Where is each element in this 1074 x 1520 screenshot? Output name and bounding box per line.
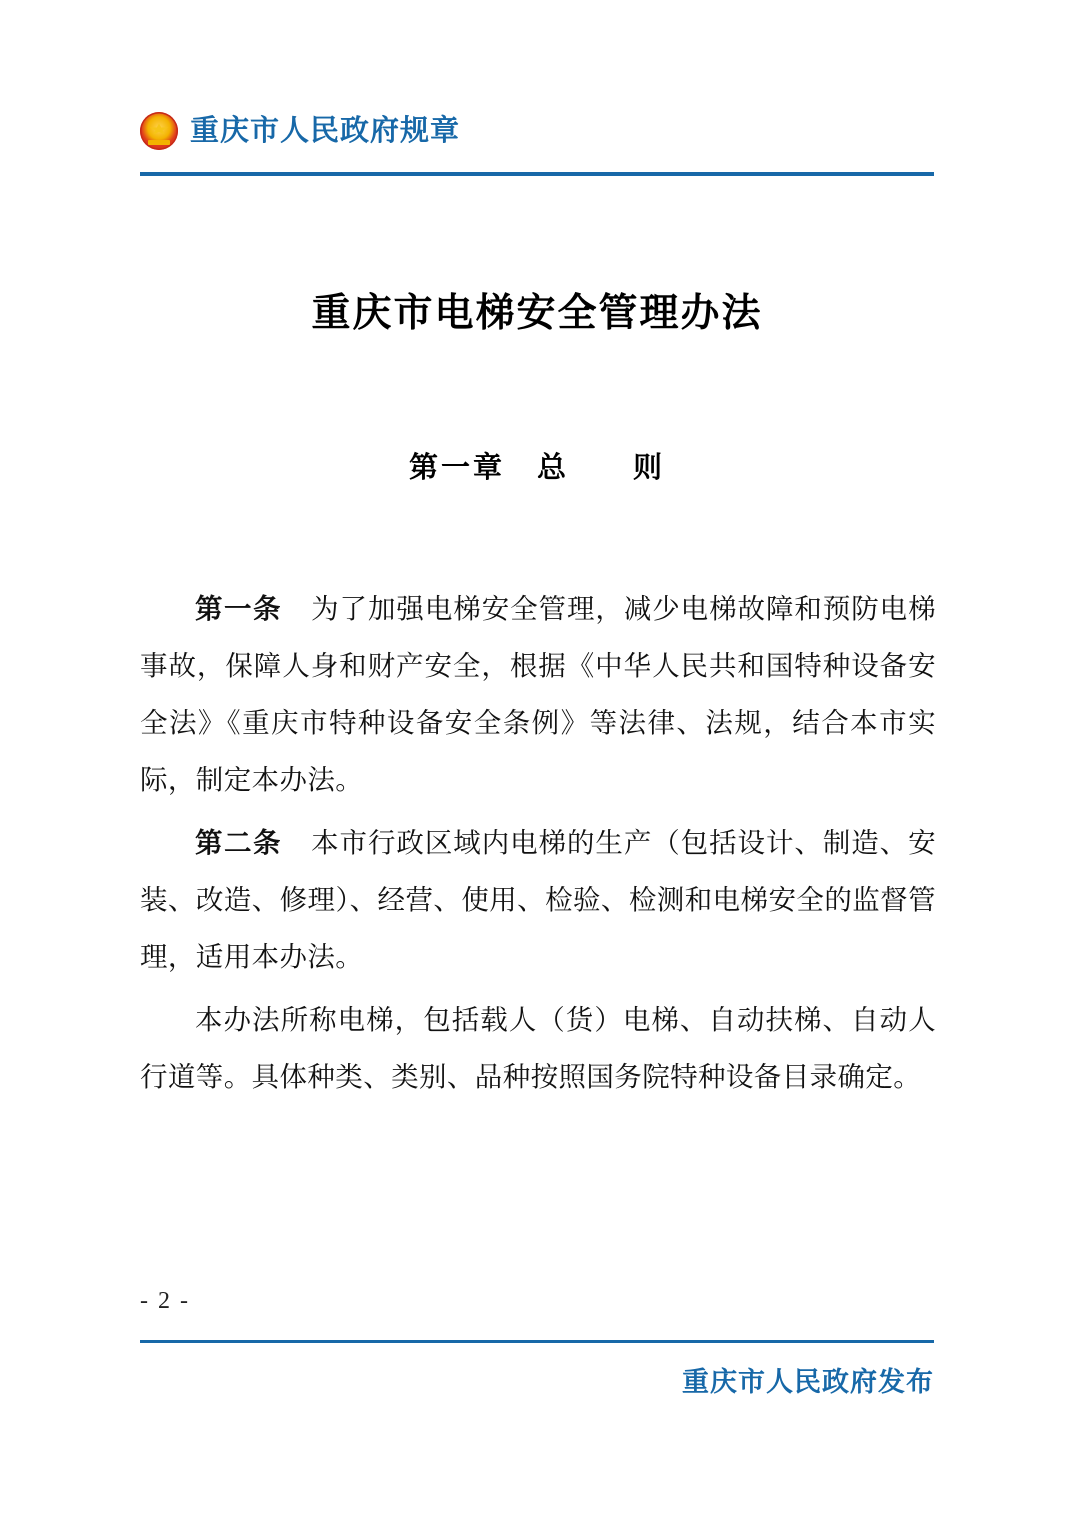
document-body bbox=[140, 580, 936, 1111]
article-text: 本办法所称电梯，包括载人（货）电梯、自动扶梯、自动人行道等。具体种类、类别、品种按照国务院特种设备目录确定。 bbox=[140, 1004, 936, 1092]
article-text: 为了加强电梯安全管理，减少电梯故障和预防电梯事故，保障人身和财产安全，根据《中华人民共和国特种设备安全法》《重庆市特种设备安全条例》等法律、法规，结合本市实际，制定本办法。 bbox=[140, 593, 937, 795]
header-divider bbox=[140, 172, 934, 176]
page-number: - 2 - bbox=[140, 1288, 190, 1314]
article-number: 第二条 bbox=[195, 827, 283, 858]
document-title: 重庆市电梯安全管理办法 bbox=[311, 292, 763, 335]
footer-publisher: 重庆市人民政府发布 bbox=[682, 1367, 934, 1397]
article-paragraph bbox=[140, 814, 936, 985]
article-paragraph bbox=[140, 580, 936, 808]
national-emblem-icon bbox=[140, 112, 178, 150]
article-paragraph bbox=[140, 991, 936, 1105]
chapter-heading: 第一章 总 则 bbox=[408, 452, 665, 484]
page-header bbox=[140, 112, 934, 150]
header-title: 重庆市人民政府规章 bbox=[190, 114, 461, 147]
article-text: 本市行政区域内电梯的生产（包括设计、制造、安装、改造、修理）、经营、使用、检验、检测和电梯安全的监督管理，适用本办法。 bbox=[140, 827, 937, 972]
article-number: 第一条 bbox=[195, 593, 283, 624]
footer-divider bbox=[140, 1340, 934, 1343]
